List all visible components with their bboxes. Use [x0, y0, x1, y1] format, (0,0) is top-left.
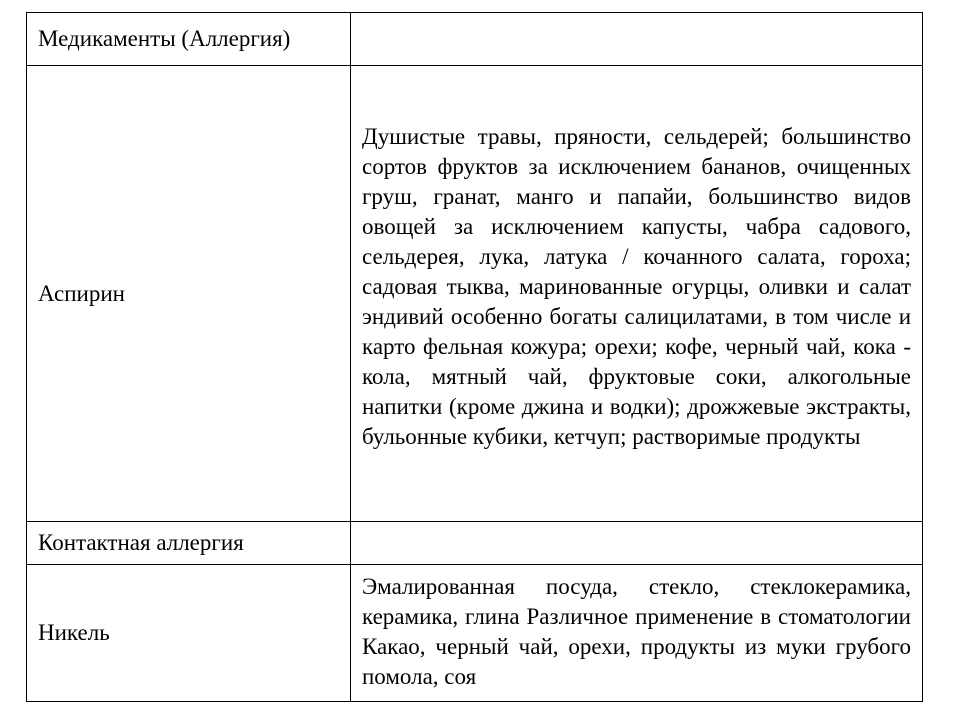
table-cell-category: Контактная аллергия — [27, 522, 351, 565]
table-cell-category: Медикаменты (Аллергия) — [27, 13, 351, 66]
table-row — [27, 66, 923, 522]
allergy-table — [26, 12, 923, 702]
table-cell-products — [351, 13, 923, 66]
products-text: Душистые травы, пряности, сельдерей; большинство сортов фруктов за исключением бананов, очищенных груш, гранат, манго и папайи, большинство видов овощей за исключением капусты, чабра садового, сельдерея, лука, латука / кочанного салата, гороха; садовая тыква, маринованные огурцы, оливки и салат эндивий особенно богаты салицилатами, в том числе и карто фельная кожура; орехи; кофе, черный чай, кока - кола, мятный чай, фруктовые соки, алкогольные напитки (кроме джина и водки); дрожжевые экстракты, бульонные кубики, кетчуп; растворимые продукты — [362, 123, 911, 449]
table-row — [27, 522, 923, 565]
table-cell-category: Аспирин — [27, 66, 351, 522]
table-cell-category: Никель — [27, 565, 351, 702]
table-cell-products — [351, 66, 923, 522]
products-text: Эмалированная посуда, стекло, стеклокерамика, керамика, глина Различное применение в стоматологии Какао, черный чай, орехи, продукты из муки грубого помола, соя — [362, 573, 911, 689]
table-row — [27, 565, 923, 702]
table-cell-products — [351, 522, 923, 565]
table-cell-products — [351, 565, 923, 702]
table-row — [27, 13, 923, 66]
